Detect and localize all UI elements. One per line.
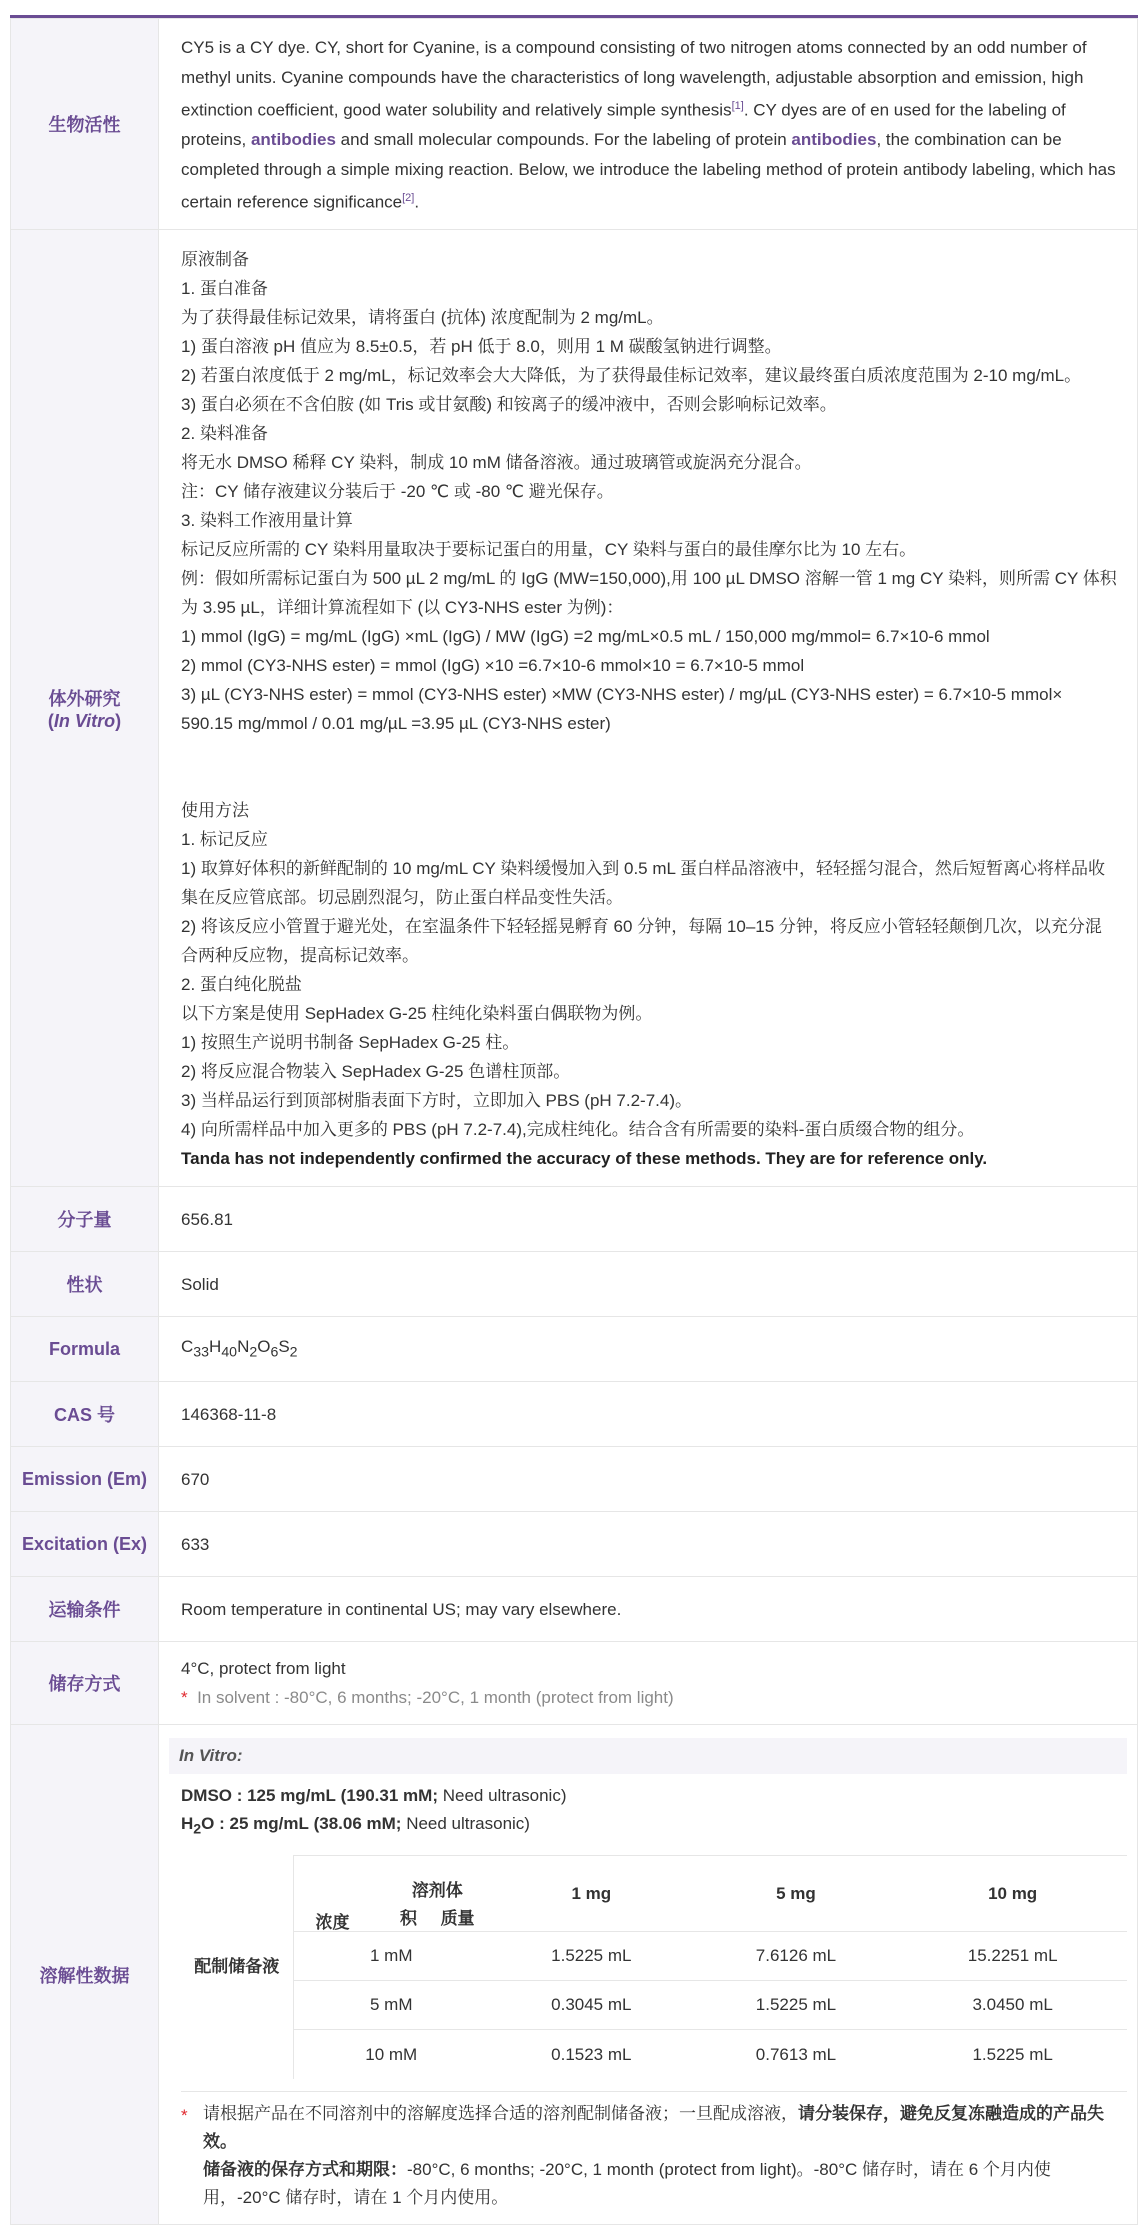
protocol-line: 3) 蛋白必须在不含伯胺 (如 Tris 或甘氨酸) 和铵离子的缓冲液中，否则会影响标记效率。	[181, 395, 837, 415]
value-cas: 146368-11-8	[159, 1382, 1138, 1447]
bio-text-2: . CY dyes are of en used for the labeling of proteins,	[181, 100, 1066, 150]
prep-section	[181, 245, 1117, 738]
value-emission: 670	[159, 1447, 1138, 1512]
protocol-line: 2. 蛋白纯化脱盐	[181, 975, 302, 995]
protocol-line: 注：CY 储存液建议分装后于 -20 ℃ 或 -80 ℃ 避光保存。	[181, 482, 614, 502]
label-bio-activity: 生物活性	[11, 19, 159, 230]
antibodies-link-2[interactable]: antibodies	[791, 130, 877, 150]
h2o-line: $H_2O$ : 25 mg/mL (38.06 mM; Need ultrasonic)	[181, 1813, 530, 1838]
row-storage	[11, 1642, 1138, 1725]
table-row: 1 mM 1.5225 mL 7.6126 mL 15.2251 mL	[181, 1932, 1127, 1981]
protocol-line: 将无水 DMSO 稀释 CY 染料，制成 10 mM 储备溶液。通过玻璃管或旋涡充分混合。	[181, 453, 812, 473]
protocol-line: 1) 蛋白溶液 pH 值应为 8.5±0.5，若 pH 低于 8.0，则用 1 M 碳酸氢钠进行调整。	[181, 337, 782, 357]
protocol-line: 为了获得最佳标记效果，请将蛋白 (抗体) 浓度配制为 2 mg/mL。	[181, 308, 664, 328]
protocol-line: 以下方案是使用 SepHadex G-25 柱纯化染料蛋白偶联物为例。	[181, 1004, 653, 1024]
label-storage: 储存方式	[11, 1642, 159, 1725]
stock-table-wrap	[169, 1855, 1127, 2079]
asterisk-icon: *	[181, 2105, 188, 2125]
protocol-line: 使用方法	[181, 801, 249, 821]
label-solubility: 溶解性数据	[11, 1725, 159, 2225]
bio-activity-text	[159, 19, 1138, 230]
label-in-vitro	[11, 230, 159, 1187]
value-mw: 656.81	[159, 1187, 1138, 1252]
protocol-line: 1) 按照生产说明书制备 SepHadex G-25 柱。	[181, 1033, 520, 1053]
row-in-vitro	[11, 230, 1138, 1187]
bio-text-1: CY5 is a CY dye. CY, short for Cyanine, is a compound consisting of two nitrogen atoms connected by an odd number of methyl units. Cyanine compounds have the characteristics of long wavelength, adjustable absorption and emission, high extinction coefficient, good water solubility and relatively simple synthesis	[181, 38, 1087, 120]
stock-note	[181, 2091, 1127, 2212]
label-emission: Emission (Em)	[11, 1447, 159, 1512]
protocol-line: 1) 取算好体积的新鲜配制的 10 mg/mL CY 染料缓慢加入到 0.5 mL 蛋白样品溶液中，轻轻摇匀混合，然后短暂离心将样品收集在反应管底部。切忌剧烈混匀，防止蛋白样品变性失活。	[181, 859, 1106, 908]
row-shipping	[11, 1577, 1138, 1642]
usage-section	[181, 796, 1117, 1173]
protocol-line: 2) 将反应混合物装入 SepHadex G-25 色谱柱顶部。	[181, 1062, 571, 1082]
value-shipping: Room temperature in continental US; may vary elsewhere.	[159, 1577, 1138, 1642]
table-row: 10 mM 0.1523 mL 0.7613 mL 1.5225 mL	[181, 2030, 1127, 2079]
asterisk-icon: *	[181, 1688, 188, 1708]
protocol-line: 2. 染料准备	[181, 424, 268, 444]
header-mass-1: 1 mg	[489, 1856, 694, 1932]
row-mw	[11, 1187, 1138, 1252]
header-mass-2: 5 mg	[694, 1856, 899, 1932]
label-in-vitro-main: 体外研究	[48, 688, 121, 709]
label-mw: 分子量	[11, 1187, 159, 1252]
bio-text-3: and small molecular compounds. For the labeling of protein	[335, 130, 792, 150]
value-form: Solid	[159, 1252, 1138, 1317]
bio-text-4: , the combination can be completed through a simple mixing reaction. Below, we introduce the labeling method of protein antibody labeling, which has certain reference significance	[181, 130, 1116, 212]
stock-table-header	[181, 1856, 1127, 1932]
row-form	[11, 1252, 1138, 1317]
stock-solution-table	[181, 1855, 1127, 2079]
stock-side-label: 配制储备液	[181, 1856, 293, 2079]
value-storage	[159, 1642, 1138, 1725]
storage-solvent: * In solvent : -80°C, 6 months; -20°C, 1 month (protect from light)	[181, 1688, 674, 1708]
in-vitro-protocol	[159, 230, 1138, 1187]
protocol-line: 1. 蛋白准备	[181, 279, 268, 299]
note-text-a: 请根据产品在不同溶剂中的溶解度选择合适的溶剂配制储备液；一旦配成溶液，	[203, 2103, 798, 2123]
header-mass-3: 10 mg	[898, 1856, 1127, 1932]
row-formula	[11, 1317, 1138, 1382]
label-form: 性状	[11, 1252, 159, 1317]
bio-text-5: .	[414, 192, 420, 212]
row-excitation	[11, 1512, 1138, 1577]
value-formula: $C_{33}H_{40}N_2O_6S_2$	[159, 1317, 1138, 1382]
row-solubility	[11, 1725, 1138, 2225]
antibodies-link-1[interactable]: antibodies	[250, 130, 336, 150]
in-vitro-heading: In Vitro:	[169, 1738, 1127, 1774]
storage-main: 4°C, protect from light	[181, 1659, 346, 1679]
protocol-line: 3. 染料工作液用量计算	[181, 511, 353, 531]
note-text-d: -80°C, 6 months; -20°C, 1 month (protect from light)。-80°C 储存时，请在 6 个月内使用，-20°C 储存时，请在 1 个月内使用。	[203, 2159, 1051, 2207]
row-emission	[11, 1447, 1138, 1512]
disclaimer: Tanda has not independently confirmed the accuracy of these methods. They are for reference only.	[181, 1149, 988, 1169]
protocol-line: 1. 标记反应	[181, 830, 268, 850]
protocol-line: 3) µL (CY3-NHS ester) = mmol (CY3-NHS ester) ×MW (CY3-NHS ester) / mg/µL (CY3-NHS ester) = 6.7×10-5 mmol× 590.15 mg/mmol / 0.01 mg/µL =3.95 µL (CY3-NHS ester)	[181, 685, 1063, 734]
ref-2-link[interactable]: [2]	[402, 192, 415, 205]
protocol-line: 1) mmol (IgG) = mg/mL (IgG) ×mL (IgG) / MW (IgG) =2 mg/mL×0.5 mL / 150,000 mg/mmol= 6.7×10-6 mmol	[181, 627, 990, 647]
protocol-line: 2) 若蛋白浓度低于 2 mg/mL，标记效率会大大降低，为了获得最佳标记效率，建议最终蛋白质浓度范围为 2-10 mg/mL。	[181, 366, 1082, 386]
protocol-line: 原液制备	[181, 250, 249, 270]
protocol-line: 4) 向所需样品中加入更多的 PBS (pH 7.2-7.4),完成柱纯化。结合含有所需要的染料-蛋白质缀合物的组分。	[181, 1120, 975, 1140]
row-bio-activity	[11, 19, 1138, 230]
label-in-vitro-sub: (In Vitro)	[47, 710, 122, 731]
row-cas	[11, 1382, 1138, 1447]
value-solubility	[159, 1725, 1138, 2225]
spec-container	[10, 15, 1138, 2225]
label-formula: Formula	[11, 1317, 159, 1382]
label-cas: CAS 号	[11, 1382, 159, 1447]
value-excitation: 633	[159, 1512, 1138, 1577]
label-shipping: 运输条件	[11, 1577, 159, 1642]
protocol-line: 标记反应所需的 CY 染料用量取决于要标记蛋白的用量，CY 染料与蛋白的最佳摩尔比为 10 左右。	[181, 540, 917, 560]
protocol-line: 3) 当样品运行到顶部树脂表面下方时，立即加入 PBS (pH 7.2-7.4)。	[181, 1091, 693, 1111]
solubility-values	[169, 1782, 1127, 1843]
note-text-b: 请分装保存，避免反复冻融造成的产品失效。	[203, 2103, 1104, 2151]
protocol-line: 2) 将该反应小管置于避光处，在室温条件下轻轻摇晃孵育 60 分钟，每隔 10–15 分钟，将反应小管轻轻颠倒几次，以充分混合两种反应物，提高标记效率。	[181, 917, 1102, 966]
note-text-c: 储备液的保存方式和期限：	[203, 2159, 407, 2179]
protocol-line: 例：假如所需标记蛋白为 500 µL 2 mg/mL 的 IgG (MW=150,000),用 100 µL DMSO 溶解一管 1 mg CY 染料，则所需 CY 体积为 3.95 µL，详细计算流程如下 (以 CY3-NHS ester 为例)：	[181, 569, 1117, 618]
table-row: 5 mM 0.3045 mL 1.5225 mL 3.0450 mL	[181, 1981, 1127, 2030]
protocol-line: 2) mmol (CY3-NHS ester) = mmol (IgG) ×10 =6.7×10-6 mmol×10 = 6.7×10-5 mmol	[181, 656, 805, 676]
header-volume-mass: 溶剂体积 质量 浓度	[293, 1856, 489, 1932]
dmso-line: DMSO : 125 mg/mL (190.31 mM; Need ultrasonic)	[181, 1785, 567, 1805]
product-spec-table	[10, 18, 1138, 2225]
ref-1-link[interactable]: [1]	[731, 100, 744, 112]
label-excitation: Excitation (Ex)	[11, 1512, 159, 1577]
